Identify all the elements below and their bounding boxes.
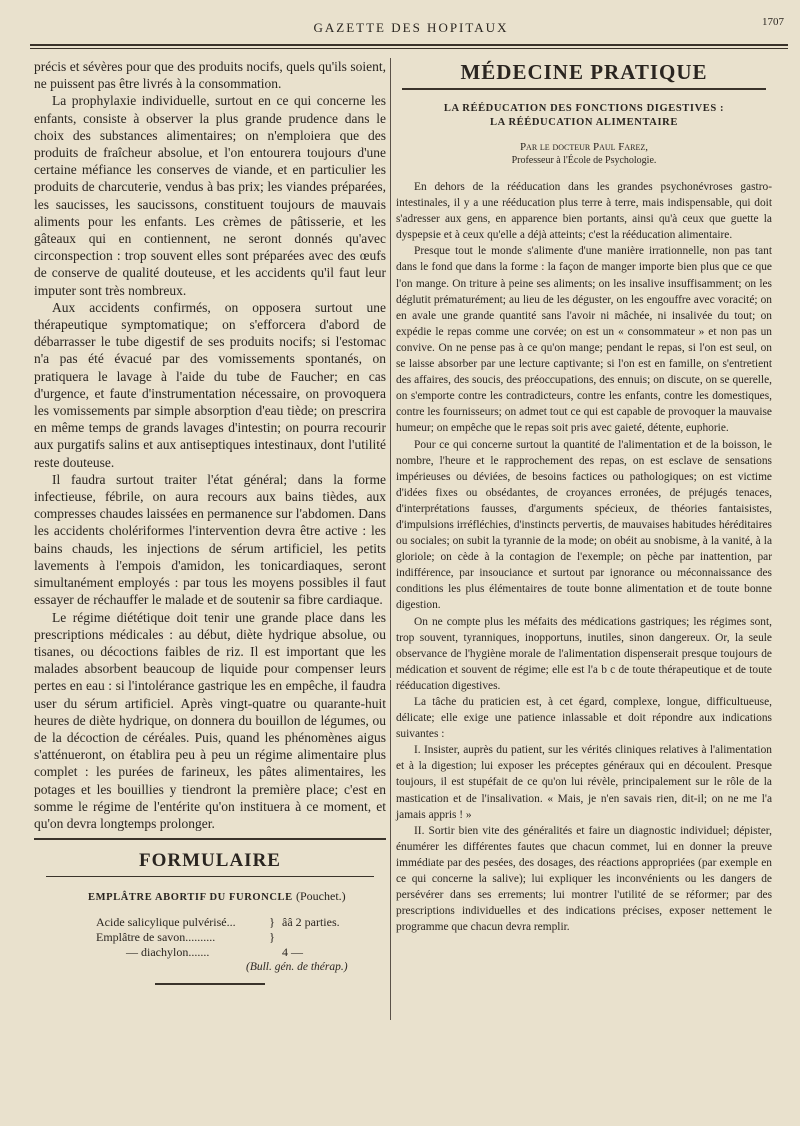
ingredient-row — [96, 930, 386, 945]
formulaire-title: FORMULAIRE — [139, 850, 281, 872]
affiliation: Professeur à l'École de Psychologie. — [511, 155, 657, 166]
paragraph: La tâche du praticien est, à cet égard, complexe, longue, difficultueuse, délicate; elle exige une patience inlassable et doit répondre aux indications suivantes : — [396, 696, 772, 741]
brace-glyph: } — [269, 915, 275, 930]
paragraph: Presque tout le monde s'alimente d'une manière irrationnelle, non pas tant dans le fond que dans la forme : la façon de manger importe bien plus que ce que l'on mange. On triture à peine ses aliments; on les insalive insuffisamment; on les déglutit prématurément; au lieu de les déguster, on les engouffre avec voracité; on en avale une grande quantité sans l'avoir ni mâchée, ni insalivée du tout; on expédie le repas comme une corvée; on est un « consommateur » et non pas un convive. On ne pense pas à ce qu'on mange; pendant le repas, si l'on est seul, on se laisse absorber par une lecture captivante; si l'on est en famille, on s'entretient des affaires, des soucis, des préoccupations, des ennuis; on discute, on se querelle, on s'emporte contre les contradicteurs, contre les enfants, contre les domestiques, contre les fournisseurs; on admet tout ce qui est capable de provoquer la mauvaise humeur; on empêche que le repas soit pris avec gaieté, détente, euphorie. — [396, 245, 772, 435]
header-rule-thin — [30, 48, 788, 49]
article-title-line-2: LA RÉÉDUCATION ALIMENTAIRE — [490, 117, 678, 128]
end-ornament — [155, 983, 265, 985]
paragraph: précis et sévères pour que des produits nocifs, quels qu'ils soient, ne puissent pas être livrés à la consommation. — [34, 59, 386, 92]
paragraph: I. Insister, auprès du patient, sur les vérités cliniques relatives à l'alimentation et à la digestion; lui exposer les préceptes généraux qui en découlent. Presque toujours, il est stupéfait de ce qu'on lui révèle, principalement sur le rôle de la mastication et de l'insalivation. « Mais, je n'en savais rien, dit-il; on ne me l'a jamais appris ! » — [396, 744, 772, 821]
ingredient-qty: ââ 2 parties. — [282, 915, 340, 930]
paragraph: En dehors de la rééducation dans les grandes psychonévroses gastro-intestinales, il y a une rééducation plus terre à terre, mais indispensable, qui doit s'adresser aux gens, en apparence bien portants, ainsi qu'à ceux que guette la dyspepsie et à ceux qu'elle a déjà atteints; c'est la rééducation alimentaire. — [396, 181, 772, 242]
header-rule — [30, 44, 788, 46]
ingredient-row — [96, 945, 386, 960]
ingredient-qty — [282, 930, 362, 945]
page-number: 1707 — [762, 16, 784, 28]
left-column — [34, 58, 386, 985]
paragraph: La prophylaxie individuelle, surtout en ce qui concerne les enfants, consiste à observer la plus grande prudence dans le choix des substances alimentaires; on n'emploiera que des produits de fraîcheur absolue, et l'on entourera toujours d'une certaine méfiance les conserves de viande, et en particulier les produits de charcuterie, vendus à bas prix; les viandes préparées, les saucisses, les saucissons, constituent toujours de mauvais aliments pour les enfants. Les crèmes de pâtisserie, et les gâteaux qui en contiennent, ne seront donnés qu'avec circonspection : trop souvent elles sont préparées avec des œufs de conserve de qualité douteuse, et les accidents qu'il faut leur imputer sont très nombreux. — [34, 93, 386, 298]
right-column — [396, 58, 772, 935]
ingredient-row — [96, 915, 386, 930]
recipe-author: (Pouchet.) — [296, 889, 346, 904]
journal-title: GAZETTE DES HOPITAUX — [313, 20, 509, 35]
paragraph: Le régime diététique doit tenir une grande place dans les prescriptions médicales : au début, diète hydrique absolue, ou tisanes, ou décoctions faibles de riz. Il est important que les malades absorbent beaucoup de liquide pour compenser leurs pertes en eau : si l'intolérance gastrique les en empêche, il faudra user du sérum artificiel. Après vingt-quatre ou quarante-huit heures de diète hydrique, on donnera du bouillon de légumes, ou de la décoction de céréales. Puis, quand les phénomènes aigus s'atténueront, on établira peu à peu un régime alimentaire plus complet : les purées de farineux, les pâtes alimentaires, les potages et les bouillies y tiendront la première place; c'est en somme le régime de l'entérite qu'on instituera à ce moment, et qu'on devra longtemps prolonger. — [34, 609, 386, 831]
column-divider-lower — [390, 680, 391, 1020]
brace-glyph: } — [269, 930, 275, 945]
ingredient-name: — diachylon....... — [126, 945, 210, 960]
brace-spacer — [262, 945, 282, 960]
section-rule — [34, 838, 386, 840]
ingredient-name: Acide salicylique pulvérisé... — [96, 915, 236, 930]
recipe-title — [88, 889, 386, 905]
paragraph: Il faudra surtout traiter l'état général; dans la forme infectieuse, fébrile, on aura recours aux bains tièdes, aux compresses chaudes laissées en permanence sur l'abdomen. Dans les accidents cholériformes l'intervention devra être active : les bains chauds, les injections de sérum artificiel, les petits lavements à l'empois d'amidon, les tonicardiaques, seront simultanément employés : par tous les moyens possibles il faut essayer de réchauffer le malade et de soutenir sa fibre cardiaque. — [34, 471, 386, 608]
ingredient-name: Emplâtre de savon.......... — [96, 930, 216, 945]
article-title — [396, 102, 772, 130]
column-divider — [390, 58, 391, 678]
ingredient-qty: 4 — — [282, 945, 303, 960]
section-rule — [402, 88, 766, 90]
paragraph: Aux accidents confirmés, on opposera surtout une thérapeutique symptomatique; on s'efforcera d'abord de débarrasser le tube digestif de ses produits nocifs; si l'estomac n'a pas été évacué par des vomissements spontanés, on pratiquera le lavage à l'aide du tube de Faucher; en cas d'urgence, et faute d'instrumentation nécessaire, on provoquera les vomissements par simple absorption d'eau tiède; on prescrira en même temps de grands lavages d'intestin; on pourra recourir aux purgatifs salins et aux antiseptiques intestinaux, dont l'utilité reste douteuse. — [34, 299, 386, 470]
paragraph: II. Sortir bien vite des généralités et faire un diagnostic individuel; dépister, énumérer les différentes fautes que chacun commet, lui en donner la preuve immédiate par des pesées, des dosages, des réactions appropriées (par exemple en ce qui concerne la salive); lui expliquer les inconvénients ou les dangers de persévérer dans ses errements; lui montrer l'utilité de se réformer; par des prescriptions individuelles et des indications précises, exposer nettement le programme que chacun devra remplir. — [396, 824, 772, 934]
section-title: MÉDECINE PRATIQUE — [460, 60, 708, 84]
page-header — [30, 14, 792, 44]
recipe-source: (Bull. gén. de thérap.) — [246, 961, 348, 974]
section-rule-thin — [46, 876, 374, 877]
recipe-name: EMPLÂTRE ABORTIF DU FURONCLE — [88, 892, 293, 904]
recipe — [96, 915, 386, 975]
byline: Par le docteur Paul Farez, — [519, 141, 649, 153]
paragraph: On ne compte plus les méfaits des médications gastriques; les régimes sont, trop souvent, tyranniques, inopportuns, inutiles, sinon dangereux. Or, la seule observance de l'hygiène morale de l'alimentation dispenserait presque toujours de médication et souvent de régime; elle est l'a b c de toute thérapeutique et de toute rééducation digestives. — [396, 615, 772, 692]
article-title-line-1: LA RÉÉDUCATION DES FONCTIONS DIGESTIVES : — [443, 103, 725, 114]
paragraph: Pour ce qui concerne surtout la quantité de l'alimentation et de la boisson, le nombre, l'heure et le rapprochement des repas, on est esclave de sensations impérieuses ou déviées, de besoins factices ou pathologiques; on est victime d'idées fixes ou obsédantes, de croyances erronées, de préjugés tenaces, d'interprétations fausses, d'arguments spécieux, de théories fantaisistes, d'impulsions irréfléchies, d'instincts pervertis, de mauvaises habitudes héréditaires ou sociales; on subit la tyrannie de la mode; on obéit au snobisme, à la vanité, à la gloriole; on cède à la contagion de l'exemple; on pèche par inattention, par indifférence, par insouciance et surtout par ignorance ou méconnaissance des conditions les plus élémentaires de toute bonne alimentation et de toute bonne digestion. — [396, 438, 772, 612]
